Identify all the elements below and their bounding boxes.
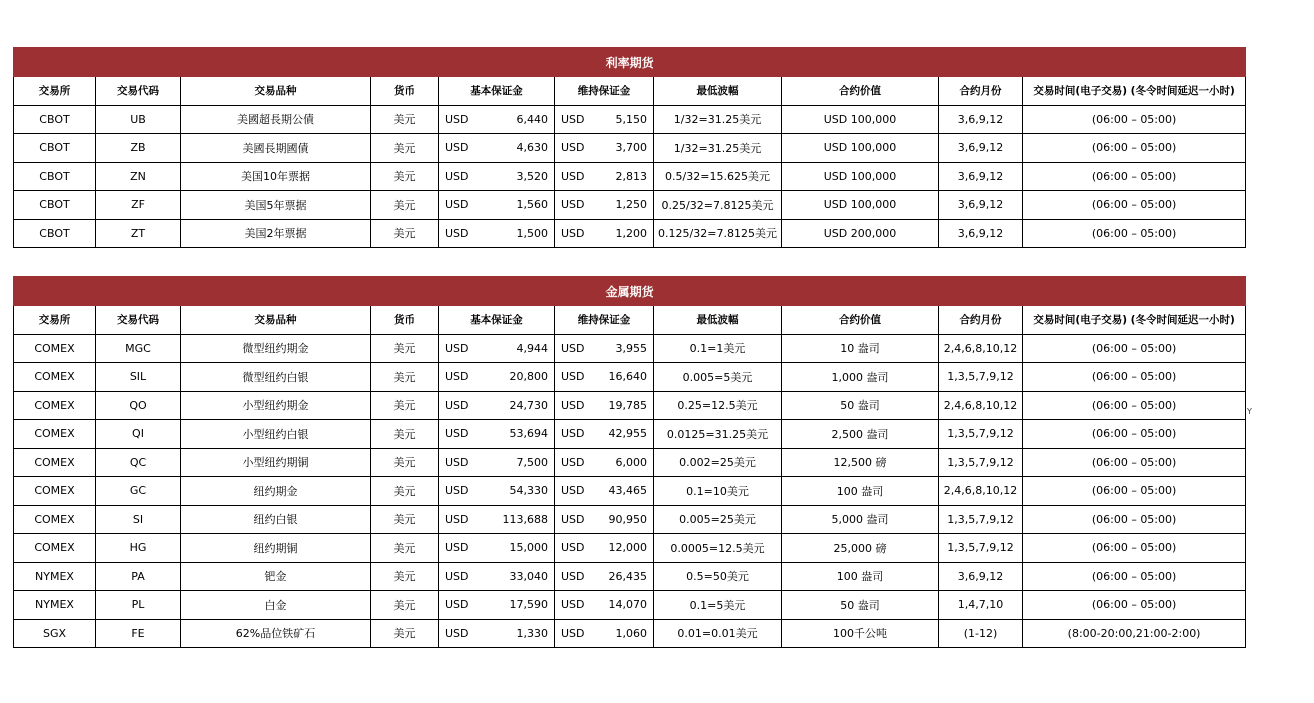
exchange-cell: CBOT — [14, 191, 96, 220]
currency-code: USD — [445, 169, 469, 183]
months-cell: 2,4,6,8,10,12 — [939, 391, 1023, 420]
table-row — [14, 191, 1246, 220]
code-cell: ZB — [96, 134, 181, 163]
table-row — [14, 334, 1246, 363]
table-row — [14, 134, 1246, 163]
table-row — [14, 420, 1246, 449]
header-initial-margin: 基本保证金 — [439, 77, 555, 106]
contract-value-cell: USD 100,000 — [782, 162, 939, 191]
currency-code: USD — [561, 512, 585, 526]
header-exchange: 交易所 — [14, 306, 96, 335]
contract-value-cell: 12,500 磅 — [782, 448, 939, 477]
maintenance-margin-cell — [555, 191, 654, 220]
product-cell: 62%品位铁矿石 — [181, 619, 371, 648]
stray-mark: Y — [1247, 407, 1252, 416]
product-cell: 美國長期國債 — [181, 134, 371, 163]
table-row — [14, 105, 1246, 134]
header-tick: 最低波幅 — [654, 77, 782, 106]
months-cell: 2,4,6,8,10,12 — [939, 477, 1023, 506]
maintenance-margin-cell — [555, 534, 654, 563]
amount: 17,590 — [509, 598, 548, 612]
amount: 7,500 — [516, 455, 548, 469]
code-cell: ZT — [96, 219, 181, 248]
maintenance-margin-cell — [555, 334, 654, 363]
header-tick: 最低波幅 — [654, 306, 782, 335]
header-product: 交易品种 — [181, 306, 371, 335]
currency-cell: 美元 — [371, 105, 439, 134]
initial-margin-cell — [439, 591, 555, 620]
months-cell: 3,6,9,12 — [939, 162, 1023, 191]
currency-code: USD — [445, 198, 469, 212]
amount: 1,200 — [615, 226, 647, 240]
amount: 1,250 — [615, 198, 647, 212]
contract-value-cell: USD 100,000 — [782, 134, 939, 163]
contract-value-cell: 25,000 磅 — [782, 534, 939, 563]
code-cell: QC — [96, 448, 181, 477]
trading-hours-cell: (06:00 – 05:00) — [1023, 162, 1246, 191]
currency-cell: 美元 — [371, 534, 439, 563]
currency-code: USD — [561, 141, 585, 155]
trading-hours-cell: (06:00 – 05:00) — [1023, 191, 1246, 220]
amount: 3,520 — [516, 169, 548, 183]
months-cell: 1,3,5,7,9,12 — [939, 420, 1023, 449]
amount: 33,040 — [509, 569, 548, 583]
product-cell: 纽约期铜 — [181, 534, 371, 563]
interest-rate-futures-table — [13, 47, 1246, 248]
product-cell: 钯金 — [181, 562, 371, 591]
initial-margin-cell — [439, 162, 555, 191]
code-cell: MGC — [96, 334, 181, 363]
exchange-cell: COMEX — [14, 477, 96, 506]
maintenance-margin-cell — [555, 105, 654, 134]
currency-code: USD — [445, 626, 469, 640]
amount: 4,630 — [516, 141, 548, 155]
exchange-cell: COMEX — [14, 448, 96, 477]
table-row — [14, 219, 1246, 248]
product-cell: 纽约白银 — [181, 505, 371, 534]
currency-cell: 美元 — [371, 420, 439, 449]
tick-cell: 0.01=0.01美元 — [654, 619, 782, 648]
product-cell: 白金 — [181, 591, 371, 620]
currency-cell: 美元 — [371, 219, 439, 248]
exchange-cell: COMEX — [14, 391, 96, 420]
currency-code: USD — [445, 112, 469, 126]
currency-code: USD — [445, 427, 469, 441]
code-cell: UB — [96, 105, 181, 134]
maintenance-margin-cell — [555, 562, 654, 591]
code-cell: ZN — [96, 162, 181, 191]
amount: 90,950 — [608, 512, 647, 526]
months-cell: (1-12) — [939, 619, 1023, 648]
contract-value-cell: 100 盎司 — [782, 477, 939, 506]
maintenance-margin-cell — [555, 162, 654, 191]
currency-cell: 美元 — [371, 619, 439, 648]
trading-hours-cell: (06:00 – 05:00) — [1023, 534, 1246, 563]
trading-hours-cell: (06:00 – 05:00) — [1023, 391, 1246, 420]
table-title: 金属期货 — [14, 277, 1246, 306]
currency-code: USD — [561, 112, 585, 126]
currency-code: USD — [561, 541, 585, 555]
code-cell: QI — [96, 420, 181, 449]
currency-code: USD — [561, 598, 585, 612]
table-row — [14, 391, 1246, 420]
tick-cell: 0.1=1美元 — [654, 334, 782, 363]
product-cell: 美国10年票据 — [181, 162, 371, 191]
maintenance-margin-cell — [555, 391, 654, 420]
header-code: 交易代码 — [96, 77, 181, 106]
header-trading-hours: 交易时间(电子交易) (冬令时间延迟一小时) — [1023, 306, 1246, 335]
initial-margin-cell — [439, 105, 555, 134]
header-months: 合约月份 — [939, 77, 1023, 106]
amount: 113,688 — [502, 512, 548, 526]
exchange-cell: CBOT — [14, 134, 96, 163]
table-row — [14, 591, 1246, 620]
amount: 15,000 — [509, 541, 548, 555]
currency-code: USD — [445, 398, 469, 412]
trading-hours-cell: (06:00 – 05:00) — [1023, 420, 1246, 449]
amount: 43,465 — [608, 484, 647, 498]
maintenance-margin-cell — [555, 505, 654, 534]
initial-margin-cell — [439, 562, 555, 591]
initial-margin-cell — [439, 191, 555, 220]
tick-cell: 0.1=5美元 — [654, 591, 782, 620]
tick-cell: 1/32=31.25美元 — [654, 105, 782, 134]
exchange-cell: COMEX — [14, 505, 96, 534]
amount: 54,330 — [509, 484, 548, 498]
currency-code: USD — [561, 569, 585, 583]
currency-code: USD — [445, 541, 469, 555]
maintenance-margin-cell — [555, 420, 654, 449]
tick-cell: 0.005=5美元 — [654, 363, 782, 392]
amount: 6,440 — [516, 112, 548, 126]
product-cell: 微型纽约白银 — [181, 363, 371, 392]
currency-code: USD — [445, 455, 469, 469]
currency-code: USD — [445, 512, 469, 526]
header-maintenance-margin: 维持保证金 — [555, 306, 654, 335]
contract-value-cell: 2,500 盎司 — [782, 420, 939, 449]
amount: 1,330 — [516, 626, 548, 640]
table-row — [14, 534, 1246, 563]
currency-code: USD — [561, 370, 585, 384]
tick-cell: 0.002=25美元 — [654, 448, 782, 477]
amount: 12,000 — [608, 541, 647, 555]
table-row — [14, 477, 1246, 506]
currency-cell: 美元 — [371, 162, 439, 191]
currency-code: USD — [561, 169, 585, 183]
header-months: 合约月份 — [939, 306, 1023, 335]
amount: 5,150 — [615, 112, 647, 126]
currency-cell: 美元 — [371, 391, 439, 420]
exchange-cell: COMEX — [14, 420, 96, 449]
currency-code: USD — [445, 598, 469, 612]
initial-margin-cell — [439, 534, 555, 563]
contract-value-cell: 50 盎司 — [782, 591, 939, 620]
code-cell: SI — [96, 505, 181, 534]
tick-cell: 0.25=12.5美元 — [654, 391, 782, 420]
table-row — [14, 162, 1246, 191]
currency-code: USD — [445, 370, 469, 384]
contract-value-cell: 50 盎司 — [782, 391, 939, 420]
code-cell: HG — [96, 534, 181, 563]
exchange-cell: COMEX — [14, 363, 96, 392]
trading-hours-cell: (06:00 – 05:00) — [1023, 591, 1246, 620]
trading-hours-cell: (06:00 – 05:00) — [1023, 562, 1246, 591]
trading-hours-cell: (06:00 – 05:00) — [1023, 363, 1246, 392]
trading-hours-cell: (06:00 – 05:00) — [1023, 477, 1246, 506]
maintenance-margin-cell — [555, 477, 654, 506]
trading-hours-cell: (8:00-20:00,21:00-2:00) — [1023, 619, 1246, 648]
header-trading-hours: 交易时间(电子交易) (冬令时间延迟一小时) — [1023, 77, 1246, 106]
tick-cell: 0.0125=31.25美元 — [654, 420, 782, 449]
table-row — [14, 505, 1246, 534]
contract-value-cell: USD 100,000 — [782, 105, 939, 134]
initial-margin-cell — [439, 363, 555, 392]
tick-cell: 1/32=31.25美元 — [654, 134, 782, 163]
currency-code: USD — [561, 427, 585, 441]
currency-cell: 美元 — [371, 134, 439, 163]
maintenance-margin-cell — [555, 591, 654, 620]
amount: 42,955 — [608, 427, 647, 441]
header-row — [14, 77, 1246, 106]
initial-margin-cell — [439, 334, 555, 363]
amount: 1,060 — [615, 626, 647, 640]
currency-code: USD — [445, 141, 469, 155]
code-cell: PA — [96, 562, 181, 591]
product-cell: 美国2年票据 — [181, 219, 371, 248]
currency-cell: 美元 — [371, 562, 439, 591]
code-cell: QO — [96, 391, 181, 420]
contract-value-cell: 5,000 盎司 — [782, 505, 939, 534]
header-maintenance-margin: 维持保证金 — [555, 77, 654, 106]
contract-value-cell: 10 盎司 — [782, 334, 939, 363]
currency-code: USD — [561, 226, 585, 240]
amount: 1,560 — [516, 198, 548, 212]
amount: 4,944 — [516, 341, 548, 355]
initial-margin-cell — [439, 619, 555, 648]
maintenance-margin-cell — [555, 363, 654, 392]
trading-hours-cell: (06:00 – 05:00) — [1023, 105, 1246, 134]
trading-hours-cell: (06:00 – 05:00) — [1023, 505, 1246, 534]
exchange-cell: COMEX — [14, 534, 96, 563]
exchange-cell: SGX — [14, 619, 96, 648]
header-row — [14, 306, 1246, 335]
currency-code: USD — [561, 484, 585, 498]
product-cell: 美國超長期公債 — [181, 105, 371, 134]
code-cell: FE — [96, 619, 181, 648]
currency-code: USD — [561, 198, 585, 212]
exchange-cell: NYMEX — [14, 562, 96, 591]
table-row — [14, 619, 1246, 648]
months-cell: 1,4,7,10 — [939, 591, 1023, 620]
initial-margin-cell — [439, 219, 555, 248]
product-cell: 纽约期金 — [181, 477, 371, 506]
amount: 16,640 — [608, 370, 647, 384]
currency-cell: 美元 — [371, 191, 439, 220]
product-cell: 小型纽约白银 — [181, 420, 371, 449]
code-cell: GC — [96, 477, 181, 506]
currency-cell: 美元 — [371, 448, 439, 477]
months-cell: 3,6,9,12 — [939, 134, 1023, 163]
initial-margin-cell — [439, 134, 555, 163]
table-row — [14, 562, 1246, 591]
header-product: 交易品种 — [181, 77, 371, 106]
contract-value-cell: 100 盎司 — [782, 562, 939, 591]
amount: 20,800 — [509, 370, 548, 384]
initial-margin-cell — [439, 448, 555, 477]
tick-cell: 0.25/32=7.8125美元 — [654, 191, 782, 220]
currency-cell: 美元 — [371, 505, 439, 534]
months-cell: 1,3,5,7,9,12 — [939, 363, 1023, 392]
amount: 53,694 — [509, 427, 548, 441]
tick-cell: 0.5/32=15.625美元 — [654, 162, 782, 191]
tick-cell: 0.0005=12.5美元 — [654, 534, 782, 563]
table-title: 利率期货 — [14, 48, 1246, 77]
metal-futures-table — [13, 276, 1246, 648]
amount: 14,070 — [608, 598, 647, 612]
amount: 1,500 — [516, 226, 548, 240]
product-cell: 小型纽约期金 — [181, 391, 371, 420]
amount: 24,730 — [509, 398, 548, 412]
amount: 3,955 — [615, 341, 647, 355]
header-initial-margin: 基本保证金 — [439, 306, 555, 335]
header-exchange: 交易所 — [14, 77, 96, 106]
currency-code: USD — [445, 341, 469, 355]
currency-code: USD — [445, 569, 469, 583]
exchange-cell: CBOT — [14, 162, 96, 191]
currency-code: USD — [561, 398, 585, 412]
months-cell: 1,3,5,7,9,12 — [939, 534, 1023, 563]
product-cell: 小型纽约期铜 — [181, 448, 371, 477]
initial-margin-cell — [439, 505, 555, 534]
months-cell: 1,3,5,7,9,12 — [939, 448, 1023, 477]
amount: 26,435 — [608, 569, 647, 583]
header-contract-value: 合约价值 — [782, 306, 939, 335]
code-cell: SIL — [96, 363, 181, 392]
currency-code: USD — [445, 484, 469, 498]
contract-value-cell: USD 100,000 — [782, 191, 939, 220]
currency-code: USD — [561, 455, 585, 469]
header-currency: 货币 — [371, 77, 439, 106]
tick-cell: 0.125/32=7.8125美元 — [654, 219, 782, 248]
initial-margin-cell — [439, 420, 555, 449]
amount: 2,813 — [615, 169, 647, 183]
currency-cell: 美元 — [371, 591, 439, 620]
table-row — [14, 363, 1246, 392]
exchange-cell: NYMEX — [14, 591, 96, 620]
maintenance-margin-cell — [555, 219, 654, 248]
code-cell: PL — [96, 591, 181, 620]
months-cell: 3,6,9,12 — [939, 191, 1023, 220]
code-cell: ZF — [96, 191, 181, 220]
trading-hours-cell: (06:00 – 05:00) — [1023, 448, 1246, 477]
months-cell: 3,6,9,12 — [939, 219, 1023, 248]
header-currency: 货币 — [371, 306, 439, 335]
trading-hours-cell: (06:00 – 05:00) — [1023, 334, 1246, 363]
months-cell: 1,3,5,7,9,12 — [939, 505, 1023, 534]
currency-code: USD — [561, 341, 585, 355]
initial-margin-cell — [439, 477, 555, 506]
exchange-cell: CBOT — [14, 105, 96, 134]
months-cell: 3,6,9,12 — [939, 562, 1023, 591]
exchange-cell: COMEX — [14, 334, 96, 363]
trading-hours-cell: (06:00 – 05:00) — [1023, 219, 1246, 248]
initial-margin-cell — [439, 391, 555, 420]
currency-cell: 美元 — [371, 334, 439, 363]
header-code: 交易代码 — [96, 306, 181, 335]
currency-cell: 美元 — [371, 363, 439, 392]
maintenance-margin-cell — [555, 619, 654, 648]
amount: 19,785 — [608, 398, 647, 412]
table-row — [14, 448, 1246, 477]
maintenance-margin-cell — [555, 448, 654, 477]
tick-cell: 0.1=10美元 — [654, 477, 782, 506]
tick-cell: 0.5=50美元 — [654, 562, 782, 591]
contract-value-cell: 1,000 盎司 — [782, 363, 939, 392]
exchange-cell: CBOT — [14, 219, 96, 248]
contract-value-cell: USD 200,000 — [782, 219, 939, 248]
currency-code: USD — [561, 626, 585, 640]
amount: 6,000 — [615, 455, 647, 469]
trading-hours-cell: (06:00 – 05:00) — [1023, 134, 1246, 163]
contract-value-cell: 100千公吨 — [782, 619, 939, 648]
months-cell: 3,6,9,12 — [939, 105, 1023, 134]
header-contract-value: 合约价值 — [782, 77, 939, 106]
currency-cell: 美元 — [371, 477, 439, 506]
currency-code: USD — [445, 226, 469, 240]
product-cell: 美国5年票据 — [181, 191, 371, 220]
amount: 3,700 — [615, 141, 647, 155]
product-cell: 微型纽约期金 — [181, 334, 371, 363]
months-cell: 2,4,6,8,10,12 — [939, 334, 1023, 363]
tick-cell: 0.005=25美元 — [654, 505, 782, 534]
maintenance-margin-cell — [555, 134, 654, 163]
